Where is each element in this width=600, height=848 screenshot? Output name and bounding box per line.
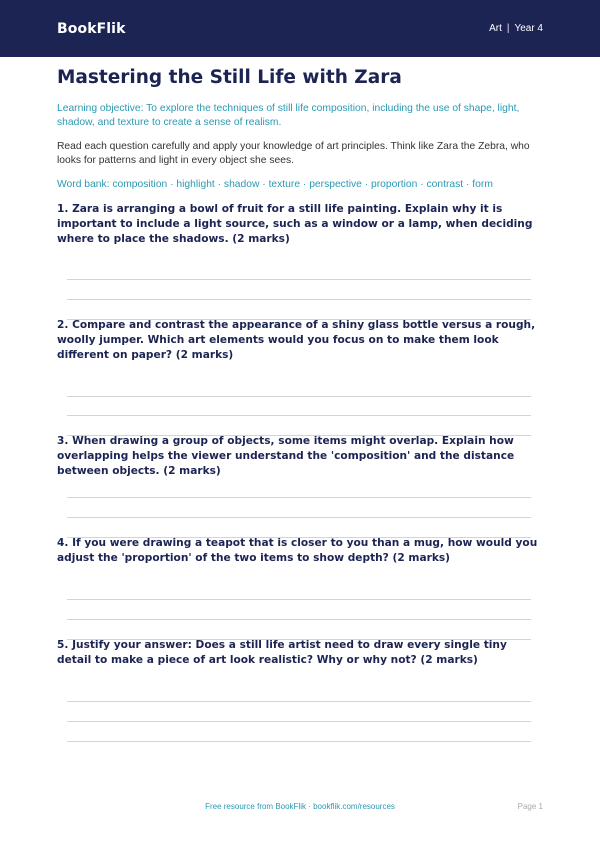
answer-line[interactable] (67, 396, 531, 397)
answer-line[interactable] (67, 517, 531, 518)
word-bank: Word bank: composition · highlight · shadow · texture · perspective · proportion · contrast · form (57, 179, 493, 190)
subject-label: Art (489, 23, 502, 34)
question-text: 1. Zara is arranging a bowl of fruit for a still life painting. Explain why it is important to include a light source, such as a window or a lamp, when deciding where to place the shadows. (2 marks) (57, 203, 533, 245)
page-footer (0, 802, 600, 816)
answer-line[interactable] (67, 415, 531, 416)
question-4 (57, 536, 541, 566)
worksheet-intro (57, 64, 537, 192)
instructions: Read each question carefully and apply your knowledge of art principles. Think like Zara the Zebra, who looks for patterns and light in every object she sees. (57, 141, 530, 166)
question-1 (57, 202, 541, 247)
answer-line[interactable] (67, 701, 531, 702)
question-3 (57, 434, 541, 479)
meta-separator: | (506, 23, 510, 34)
answer-line[interactable] (67, 619, 531, 620)
answer-line[interactable] (67, 721, 531, 722)
answer-line[interactable] (67, 497, 531, 498)
page-header (0, 0, 600, 57)
answer-line[interactable] (67, 741, 531, 742)
learning-objective: Learning objective: To explore the techniques of still life composition, including the use of shape, light, shadow, and texture to create a sense of realism. (57, 103, 520, 128)
question-5 (57, 638, 541, 668)
answer-line[interactable] (67, 299, 531, 300)
brand-logo: BookFlik (57, 20, 126, 37)
year-label: Year 4 (514, 23, 543, 34)
question-text: 4. If you were drawing a teapot that is closer to you than a mug, how would you adjust the 'proportion' of the two items to show depth? (2 marks) (57, 537, 538, 564)
subject-year-label (489, 23, 543, 34)
resource-link[interactable]: Free resource from BookFlik · bookflik.com/resources (205, 802, 395, 811)
question-text: 3. When drawing a group of objects, some items might overlap. Explain how overlapping helps the viewer understand the 'composition' and the distance between objects. (2 marks) (57, 435, 515, 477)
page-number: Page 1 (517, 802, 543, 811)
answer-line[interactable] (67, 279, 531, 280)
page-title: Mastering the Still Life with Zara (57, 67, 402, 88)
question-text: 2. Compare and contrast the appearance of a shiny glass bottle versus a rough, woolly jumper. Which art elements would you focus on to make them look different on paper? (2 marks) (57, 319, 536, 361)
question-2 (57, 318, 541, 363)
question-text: 5. Justify your answer: Does a still life artist need to draw every single tiny detail to make a piece of art look realistic? Why or why not? (2 marks) (57, 639, 507, 666)
answer-line[interactable] (67, 599, 531, 600)
